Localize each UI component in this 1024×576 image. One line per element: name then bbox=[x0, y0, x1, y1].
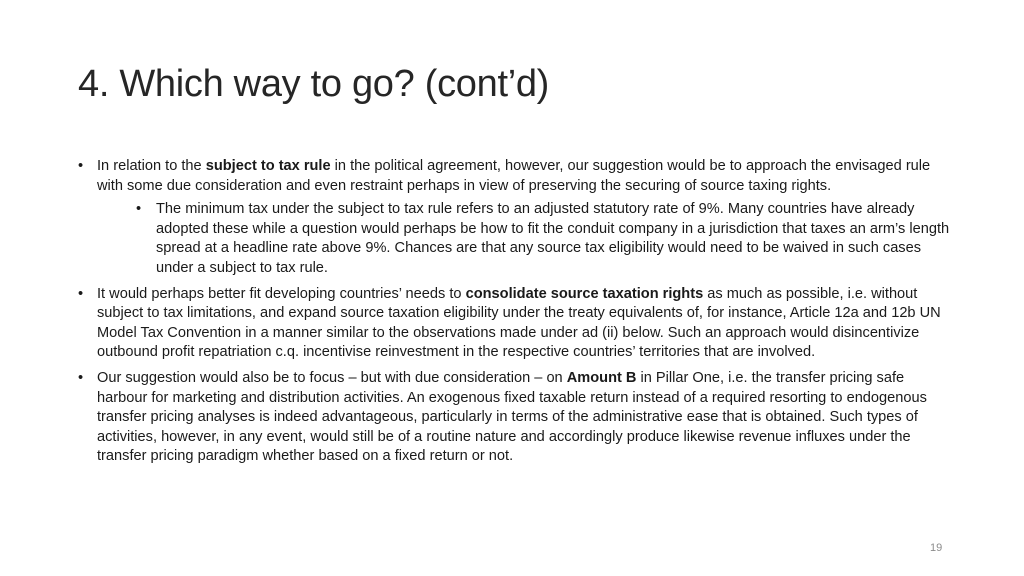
bullet-emphasis: subject to tax rule bbox=[205, 158, 331, 174]
bullet-text-part: as much as possible, i.e. without subject to tax limitations, and expand source taxation eligibility under the treaty equivalents of, for instance, Article 12a and 12b UN Model Tax Convention in a manner similar to the observations made under ad (ii) below. Such an approach would disincentivize outbound profit repatriation c.q. incentivise reinvestment in the respective countries’ territories that are involved. bbox=[97, 285, 941, 361]
bullet-item bbox=[78, 369, 950, 467]
bullet-text-part: in Pillar One, i.e. the transfer pricing safe harbour for marketing and distribution activities. An exogenous fixed taxable return instead of a required resorting to endogenous transfer pricing analyses is indeed advantageous, particularly in terms of the administrative ease that is obtained. Such types of activities, however, in any event, would still be of a routine nature and accordingly produce likewise revenue influxes under the transfer pricing paradigm whether based on a fixed return or not. bbox=[97, 369, 927, 465]
sub-bullet-item bbox=[116, 200, 950, 278]
bullet-text bbox=[97, 370, 927, 464]
slide-title: 4. Which way to go? (cont’d) bbox=[78, 63, 550, 105]
bullet-text-part: in the political agreement, however, our suggestion would be to approach the envisaged rule with some due consideration and even restraint perhaps in view of preserving the securing of source taxing rights. bbox=[97, 158, 931, 194]
page-number: 19 bbox=[930, 542, 943, 554]
bullet-text-part: It would perhaps better fit developing countries’ needs to bbox=[97, 285, 466, 302]
slide-content bbox=[78, 157, 950, 473]
bullet-icon: • bbox=[78, 369, 84, 386]
bullet-emphasis: consolidate source taxation rights bbox=[465, 285, 704, 302]
bullet-item bbox=[78, 285, 950, 363]
bullet-icon: • bbox=[136, 201, 142, 218]
bullet-icon: • bbox=[78, 285, 84, 302]
bullet-text-part: Our suggestion would also be to focus – but with due consideration – on bbox=[97, 369, 567, 386]
sub-bullet-text: The minimum tax under the subject to tax rule refers to an adjusted statutory rate of 9%. Many countries have already adopted these while a question would perhaps be how to fit the conduit company in a jurisdiction that taxes an arm’s length spread at a headline rate above 9%. Chances are that any source tax eligibility would need to be waived in such cases under a subject to tax rule. bbox=[156, 201, 950, 276]
bullet-item bbox=[78, 157, 950, 279]
bullet-emphasis: Amount B bbox=[566, 369, 637, 386]
bullet-icon: • bbox=[78, 158, 84, 174]
bullet-text bbox=[97, 286, 941, 361]
bullet-text bbox=[97, 158, 930, 194]
bullet-text-part: In relation to the bbox=[97, 158, 206, 174]
